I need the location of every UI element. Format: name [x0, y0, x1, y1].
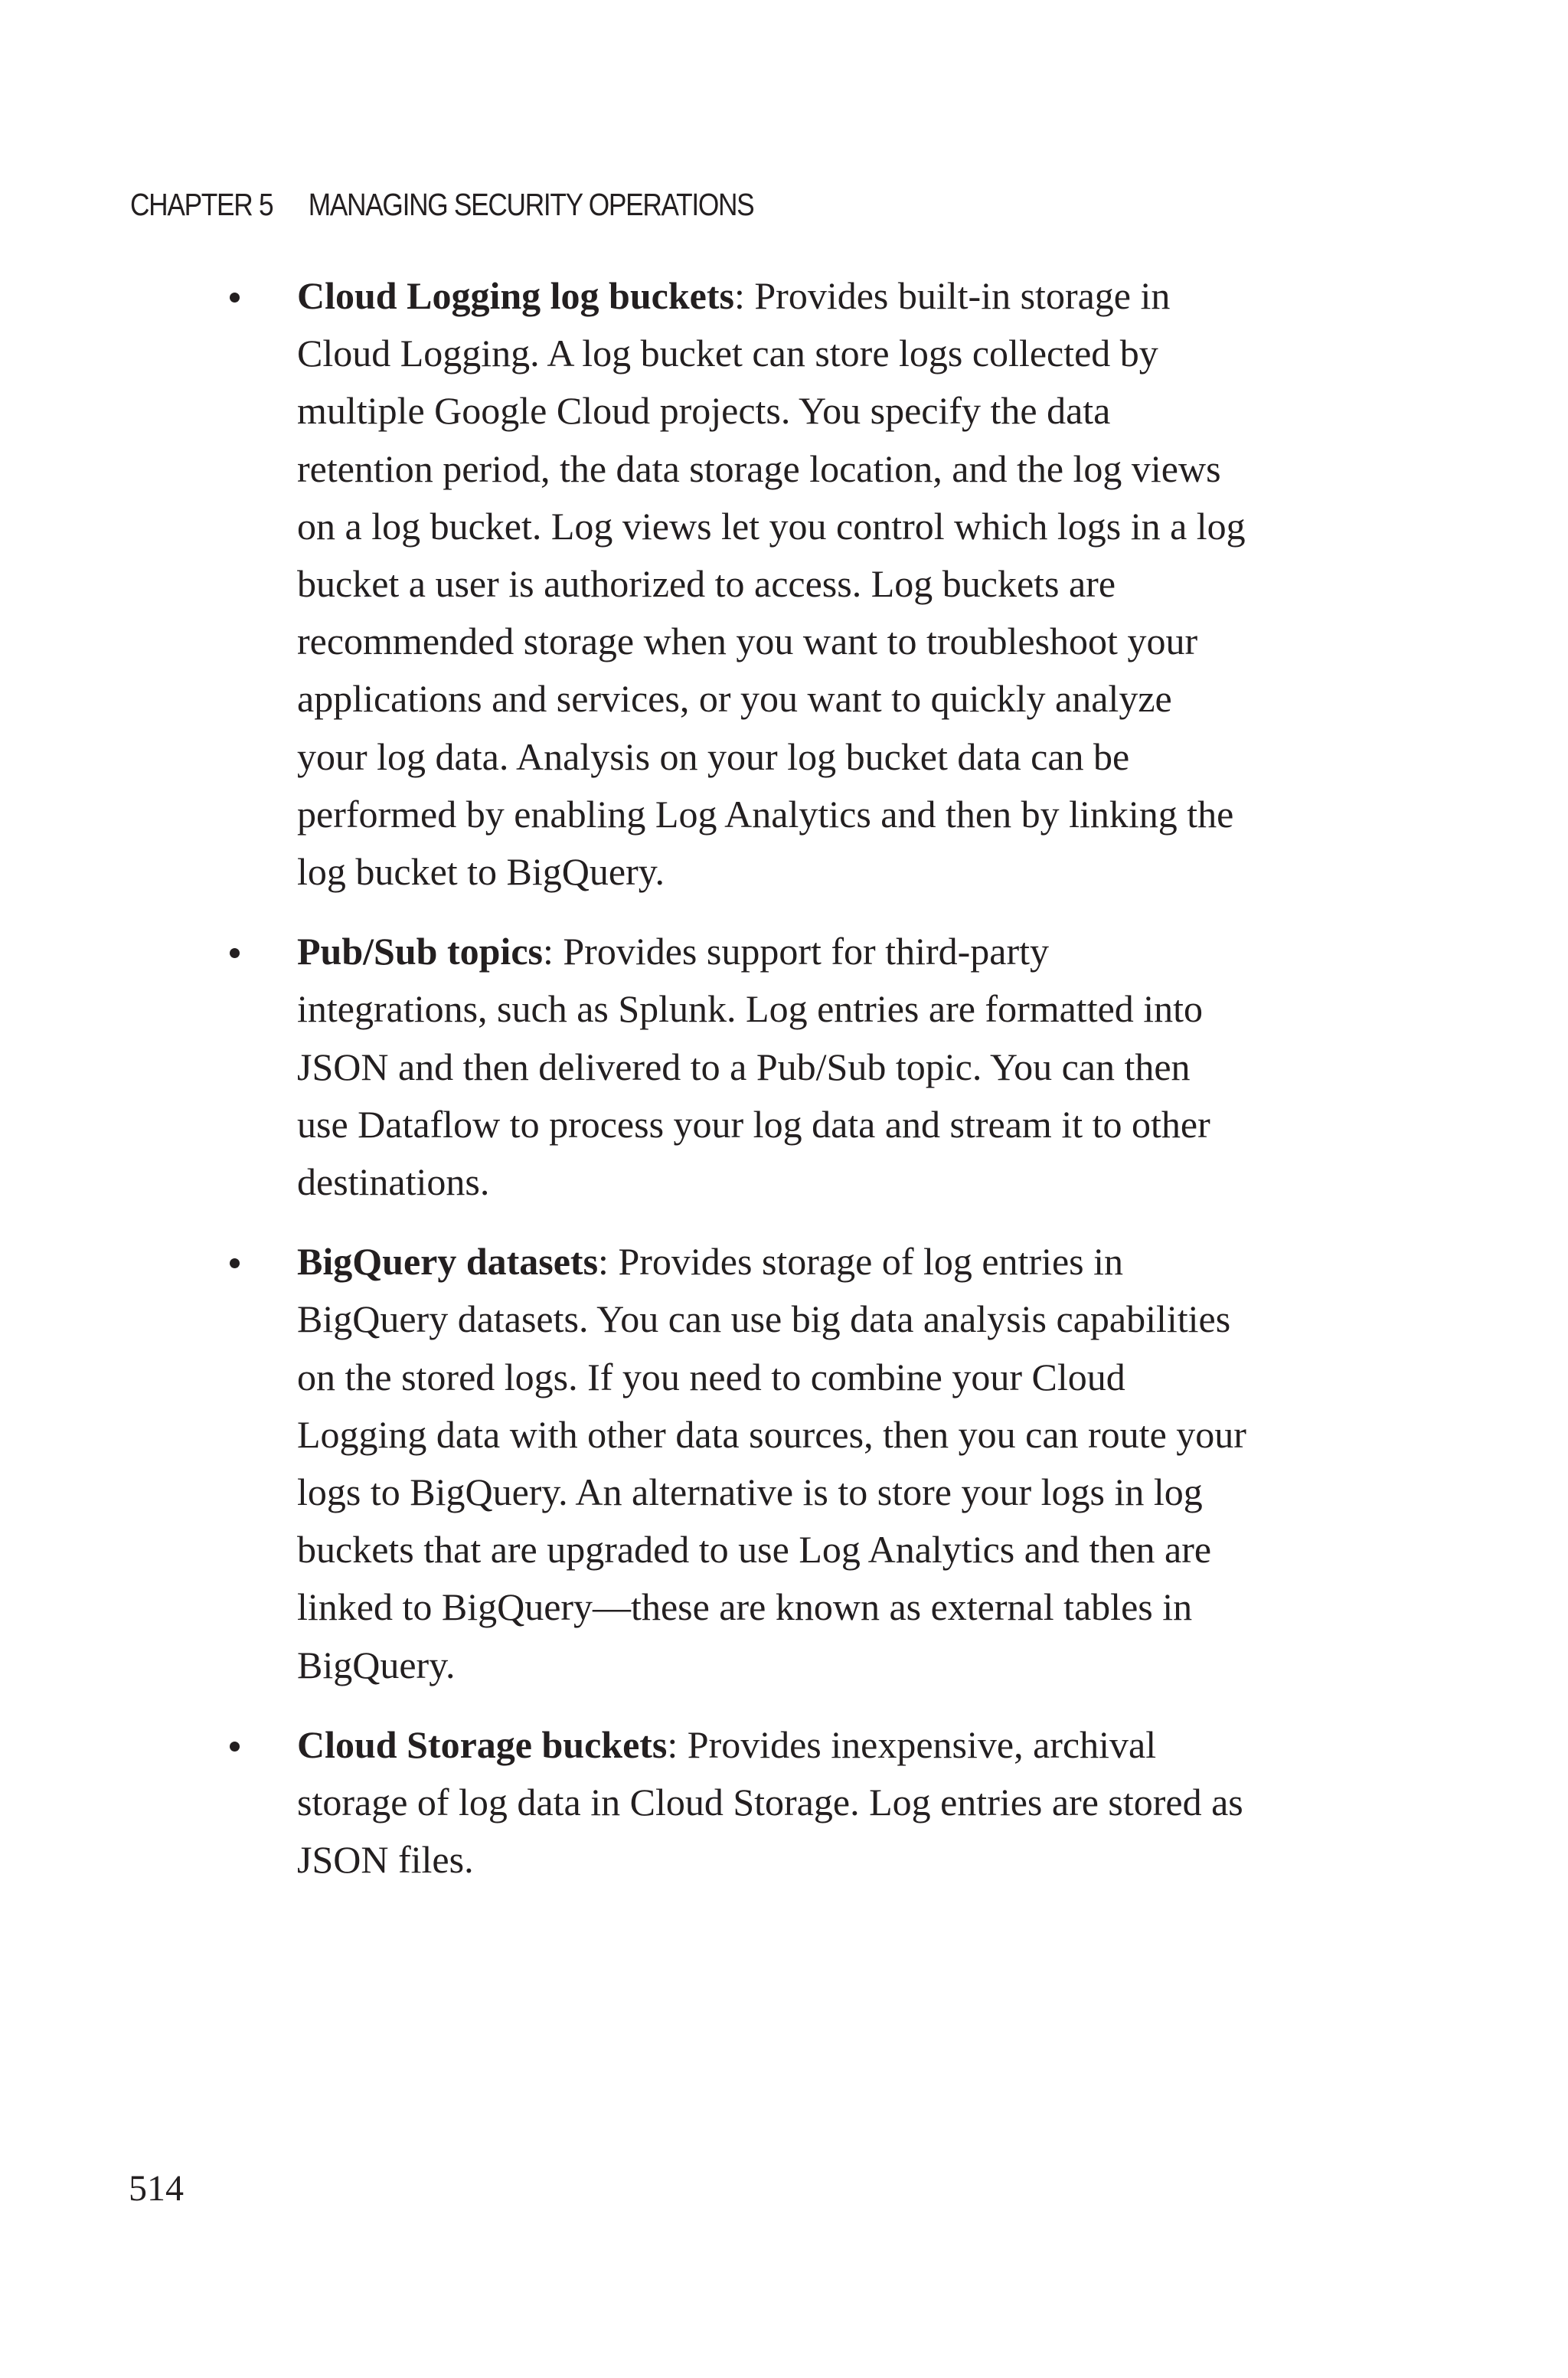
list-item-log-buckets: [297, 267, 1246, 901]
term-cloud-storage-buckets: Cloud Storage buckets: [297, 1722, 668, 1766]
description-log-buckets: : Provides built-in storage in Cloud Logging. A log bucket can store logs collected by multiple Google Cloud projects. You specify the data retention period, the data storage location, and the log views on a log bucket. Log views let you control which logs in a log bucket a user is authorized to access. Log buckets are recommended storage when you want to troubleshoot your applications and services, or you want to quickly analyze your log data. Analysis on your log bucket data can be performed by enabling Log Analytics and then by linking the log bucket to BigQuery.: [297, 274, 1246, 894]
chapter-title: MANAGING SECURITY OPERATIONS: [308, 187, 754, 222]
list-item-pubsub-topics: [297, 923, 1246, 1211]
log-destinations-list: [297, 267, 1246, 1911]
term-log-buckets: Cloud Logging log buckets: [297, 274, 734, 317]
page-number: 514: [129, 2168, 184, 2209]
description-cloud-storage-buckets: : Provides inexpensive, archival storage of log data in Cloud Storage. Log entries are stored as JSON files.: [297, 1722, 1243, 1882]
term-pubsub-topics: Pub/Sub topics: [297, 930, 543, 973]
list-item-bigquery-datasets: [297, 1233, 1246, 1694]
bullet-icon: [230, 1742, 240, 1752]
bullet-icon: [230, 948, 240, 958]
list-item-cloud-storage-buckets: [297, 1716, 1246, 1889]
bullet-icon: [230, 293, 240, 303]
bullet-icon: [230, 1258, 240, 1268]
term-bigquery-datasets: BigQuery datasets: [297, 1240, 599, 1284]
chapter-label: CHAPTER 5: [130, 187, 273, 222]
description-bigquery-datasets: : Provides storage of log entries in BigQuery datasets. You can use big data analysis capabilities on the stored logs. If you need to combine your Cloud Logging data with other data sources, then you can route your logs to BigQuery. An alternative is to store your logs in log buckets that are upgraded to use Log Analytics and then are linked to BigQuery—these are known as external tables in BigQuery.: [297, 1240, 1246, 1686]
running-head: [130, 187, 753, 223]
description-pubsub-topics: : Provides support for third-party integrations, such as Splunk. Log entries are formatted into JSON and then delivered to a Pub/Sub topic. You can then use Dataflow to process your log data and stream it to other destinations.: [297, 930, 1210, 1204]
